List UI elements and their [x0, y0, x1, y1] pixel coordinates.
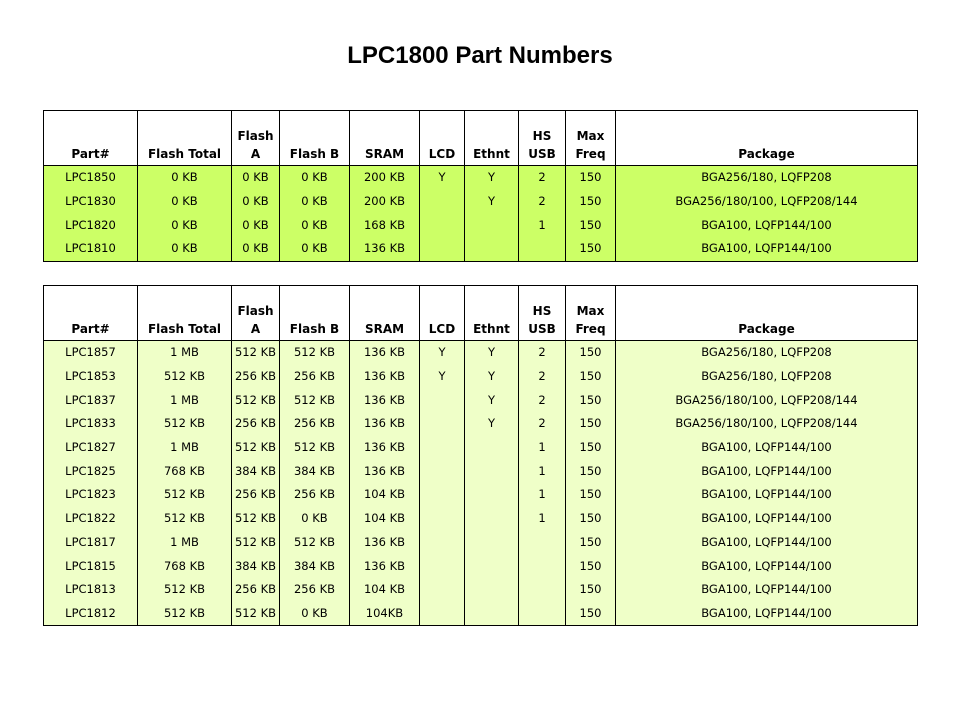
cell-flash-b: 0 KB — [280, 507, 350, 531]
cell-flash-a: 512 KB — [232, 436, 280, 460]
cell-max-freq: 150 — [566, 166, 616, 190]
cell-ethnt — [465, 213, 519, 237]
table-row — [44, 388, 918, 412]
cell-part: LPC1850 — [44, 166, 138, 190]
column-header-part: Part# — [44, 111, 138, 166]
page-title: LPC1800 Part Numbers — [347, 42, 613, 69]
cell-flash-total: 512 KB — [138, 483, 232, 507]
column-header-flash-a: Flash A — [232, 111, 280, 166]
cell-sram: 136 KB — [350, 412, 420, 436]
cell-hs-usb: 2 — [519, 412, 566, 436]
table-row — [44, 341, 918, 365]
cell-lcd — [420, 531, 465, 555]
cell-package: BGA256/180, LQFP208 — [616, 166, 918, 190]
cell-flash-a: 0 KB — [232, 190, 280, 214]
cell-sram: 104 KB — [350, 578, 420, 602]
cell-sram: 136 KB — [350, 436, 420, 460]
cell-ethnt: Y — [465, 412, 519, 436]
cell-max-freq: 150 — [566, 436, 616, 460]
column-header-sram: SRAM — [350, 111, 420, 166]
cell-lcd — [420, 459, 465, 483]
table-row — [44, 166, 918, 190]
cell-lcd — [420, 237, 465, 261]
cell-lcd — [420, 554, 465, 578]
cell-package: BGA100, LQFP144/100 — [616, 531, 918, 555]
cell-flash-a: 256 KB — [232, 412, 280, 436]
cell-lcd — [420, 190, 465, 214]
column-header-flash-b: Flash B — [280, 111, 350, 166]
table-row — [44, 237, 918, 261]
flashless-parts-table — [43, 110, 918, 262]
cell-part: LPC1823 — [44, 483, 138, 507]
cell-flash-total: 512 KB — [138, 412, 232, 436]
cell-max-freq: 150 — [566, 388, 616, 412]
cell-flash-total: 0 KB — [138, 213, 232, 237]
table-row — [44, 507, 918, 531]
cell-ethnt — [465, 578, 519, 602]
cell-sram: 168 KB — [350, 213, 420, 237]
cell-part: LPC1810 — [44, 237, 138, 261]
header-row — [44, 286, 918, 341]
cell-max-freq: 150 — [566, 507, 616, 531]
cell-package: BGA100, LQFP144/100 — [616, 483, 918, 507]
table-row — [44, 436, 918, 460]
column-header-sram: SRAM — [350, 286, 420, 341]
column-header-max-freq: Max Freq — [566, 286, 616, 341]
cell-ethnt — [465, 459, 519, 483]
cell-ethnt — [465, 602, 519, 626]
cell-hs-usb — [519, 237, 566, 261]
flash-parts-table — [43, 285, 918, 626]
cell-max-freq: 150 — [566, 483, 616, 507]
cell-ethnt: Y — [465, 166, 519, 190]
cell-part: LPC1825 — [44, 459, 138, 483]
cell-ethnt — [465, 554, 519, 578]
cell-flash-total: 512 KB — [138, 578, 232, 602]
cell-part: LPC1833 — [44, 412, 138, 436]
cell-part: LPC1827 — [44, 436, 138, 460]
cell-hs-usb: 2 — [519, 365, 566, 389]
cell-hs-usb: 2 — [519, 388, 566, 412]
cell-flash-b: 0 KB — [280, 213, 350, 237]
cell-flash-b: 384 KB — [280, 554, 350, 578]
cell-lcd: Y — [420, 341, 465, 365]
cell-max-freq: 150 — [566, 459, 616, 483]
table-row — [44, 531, 918, 555]
cell-flash-b: 0 KB — [280, 166, 350, 190]
cell-package: BGA100, LQFP144/100 — [616, 554, 918, 578]
cell-hs-usb: 1 — [519, 436, 566, 460]
cell-sram: 136 KB — [350, 341, 420, 365]
header-row — [44, 111, 918, 166]
column-header-package: Package — [616, 286, 918, 341]
cell-lcd — [420, 578, 465, 602]
cell-hs-usb: 2 — [519, 166, 566, 190]
cell-flash-b: 256 KB — [280, 412, 350, 436]
cell-max-freq: 150 — [566, 602, 616, 626]
cell-flash-a: 0 KB — [232, 237, 280, 261]
cell-package: BGA256/180, LQFP208 — [616, 341, 918, 365]
cell-lcd — [420, 412, 465, 436]
cell-part: LPC1837 — [44, 388, 138, 412]
cell-flash-total: 1 MB — [138, 531, 232, 555]
column-header-ethnt: Ethnt — [465, 111, 519, 166]
cell-max-freq: 150 — [566, 365, 616, 389]
column-header-flash-a: Flash A — [232, 286, 280, 341]
table-row — [44, 483, 918, 507]
cell-sram: 200 KB — [350, 166, 420, 190]
cell-flash-b: 512 KB — [280, 531, 350, 555]
cell-flash-a: 0 KB — [232, 166, 280, 190]
table-row — [44, 602, 918, 626]
cell-hs-usb: 2 — [519, 341, 566, 365]
cell-flash-total: 0 KB — [138, 237, 232, 261]
table-row — [44, 365, 918, 389]
cell-hs-usb: 1 — [519, 459, 566, 483]
cell-flash-a: 512 KB — [232, 531, 280, 555]
cell-flash-total: 768 KB — [138, 554, 232, 578]
cell-hs-usb — [519, 531, 566, 555]
cell-ethnt — [465, 237, 519, 261]
cell-part: LPC1820 — [44, 213, 138, 237]
cell-flash-total: 0 KB — [138, 190, 232, 214]
cell-ethnt: Y — [465, 341, 519, 365]
cell-max-freq: 150 — [566, 237, 616, 261]
cell-flash-b: 256 KB — [280, 365, 350, 389]
cell-package: BGA256/180/100, LQFP208/144 — [616, 412, 918, 436]
cell-flash-a: 384 KB — [232, 459, 280, 483]
cell-hs-usb: 1 — [519, 507, 566, 531]
cell-max-freq: 150 — [566, 554, 616, 578]
cell-flash-b: 0 KB — [280, 190, 350, 214]
cell-flash-total: 512 KB — [138, 507, 232, 531]
cell-flash-a: 0 KB — [232, 213, 280, 237]
column-header-flash-b: Flash B — [280, 286, 350, 341]
cell-flash-b: 0 KB — [280, 602, 350, 626]
cell-hs-usb — [519, 602, 566, 626]
cell-flash-a: 256 KB — [232, 483, 280, 507]
cell-sram: 136 KB — [350, 531, 420, 555]
cell-lcd — [420, 483, 465, 507]
cell-hs-usb — [519, 554, 566, 578]
cell-ethnt — [465, 531, 519, 555]
cell-sram: 136 KB — [350, 388, 420, 412]
cell-sram: 104KB — [350, 602, 420, 626]
cell-part: LPC1813 — [44, 578, 138, 602]
cell-flash-b: 512 KB — [280, 436, 350, 460]
cell-flash-total: 0 KB — [138, 166, 232, 190]
cell-sram: 104 KB — [350, 483, 420, 507]
table-row — [44, 412, 918, 436]
cell-package: BGA100, LQFP144/100 — [616, 213, 918, 237]
column-header-flash-total: Flash Total — [138, 111, 232, 166]
column-header-max-freq: Max Freq — [566, 111, 616, 166]
cell-ethnt — [465, 507, 519, 531]
column-header-lcd: LCD — [420, 286, 465, 341]
cell-part: LPC1857 — [44, 341, 138, 365]
table-row — [44, 459, 918, 483]
cell-sram: 136 KB — [350, 365, 420, 389]
cell-flash-b: 0 KB — [280, 237, 350, 261]
cell-sram: 136 KB — [350, 459, 420, 483]
cell-max-freq: 150 — [566, 578, 616, 602]
cell-ethnt — [465, 483, 519, 507]
cell-lcd — [420, 388, 465, 412]
cell-lcd — [420, 602, 465, 626]
cell-lcd: Y — [420, 166, 465, 190]
cell-ethnt: Y — [465, 190, 519, 214]
cell-lcd — [420, 213, 465, 237]
cell-max-freq: 150 — [566, 213, 616, 237]
table-row — [44, 190, 918, 214]
column-header-flash-total: Flash Total — [138, 286, 232, 341]
cell-package: BGA100, LQFP144/100 — [616, 237, 918, 261]
cell-package: BGA100, LQFP144/100 — [616, 436, 918, 460]
cell-package: BGA100, LQFP144/100 — [616, 602, 918, 626]
cell-hs-usb: 2 — [519, 190, 566, 214]
cell-max-freq: 150 — [566, 190, 616, 214]
column-header-package: Package — [616, 111, 918, 166]
cell-flash-a: 512 KB — [232, 602, 280, 626]
cell-lcd: Y — [420, 365, 465, 389]
column-header-part: Part# — [44, 286, 138, 341]
cell-flash-total: 1 MB — [138, 341, 232, 365]
cell-flash-a: 256 KB — [232, 365, 280, 389]
cell-package: BGA100, LQFP144/100 — [616, 507, 918, 531]
cell-part: LPC1853 — [44, 365, 138, 389]
cell-flash-b: 512 KB — [280, 341, 350, 365]
cell-package: BGA100, LQFP144/100 — [616, 459, 918, 483]
cell-package: BGA256/180/100, LQFP208/144 — [616, 388, 918, 412]
table-row — [44, 578, 918, 602]
cell-flash-b: 256 KB — [280, 483, 350, 507]
cell-hs-usb: 1 — [519, 213, 566, 237]
column-header-hs-usb: HS USB — [519, 111, 566, 166]
column-header-lcd: LCD — [420, 111, 465, 166]
cell-lcd — [420, 436, 465, 460]
cell-part: LPC1817 — [44, 531, 138, 555]
table-row — [44, 554, 918, 578]
cell-ethnt — [465, 436, 519, 460]
cell-sram: 104 KB — [350, 507, 420, 531]
cell-package: BGA256/180, LQFP208 — [616, 365, 918, 389]
cell-flash-total: 768 KB — [138, 459, 232, 483]
cell-flash-total: 1 MB — [138, 436, 232, 460]
cell-lcd — [420, 507, 465, 531]
column-header-ethnt: Ethnt — [465, 286, 519, 341]
cell-max-freq: 150 — [566, 412, 616, 436]
cell-flash-a: 256 KB — [232, 578, 280, 602]
cell-sram: 136 KB — [350, 237, 420, 261]
cell-flash-b: 384 KB — [280, 459, 350, 483]
cell-sram: 200 KB — [350, 190, 420, 214]
cell-flash-total: 1 MB — [138, 388, 232, 412]
table-row — [44, 213, 918, 237]
cell-part: LPC1812 — [44, 602, 138, 626]
cell-flash-a: 512 KB — [232, 507, 280, 531]
cell-package: BGA256/180/100, LQFP208/144 — [616, 190, 918, 214]
cell-max-freq: 150 — [566, 341, 616, 365]
cell-hs-usb — [519, 578, 566, 602]
cell-sram: 136 KB — [350, 554, 420, 578]
cell-part: LPC1815 — [44, 554, 138, 578]
cell-flash-total: 512 KB — [138, 365, 232, 389]
cell-part: LPC1830 — [44, 190, 138, 214]
column-header-hs-usb: HS USB — [519, 286, 566, 341]
cell-flash-total: 512 KB — [138, 602, 232, 626]
cell-flash-b: 256 KB — [280, 578, 350, 602]
cell-flash-a: 384 KB — [232, 554, 280, 578]
cell-part: LPC1822 — [44, 507, 138, 531]
cell-flash-a: 512 KB — [232, 341, 280, 365]
cell-package: BGA100, LQFP144/100 — [616, 578, 918, 602]
cell-flash-a: 512 KB — [232, 388, 280, 412]
cell-flash-b: 512 KB — [280, 388, 350, 412]
cell-max-freq: 150 — [566, 531, 616, 555]
cell-ethnt: Y — [465, 388, 519, 412]
cell-hs-usb: 1 — [519, 483, 566, 507]
cell-ethnt: Y — [465, 365, 519, 389]
